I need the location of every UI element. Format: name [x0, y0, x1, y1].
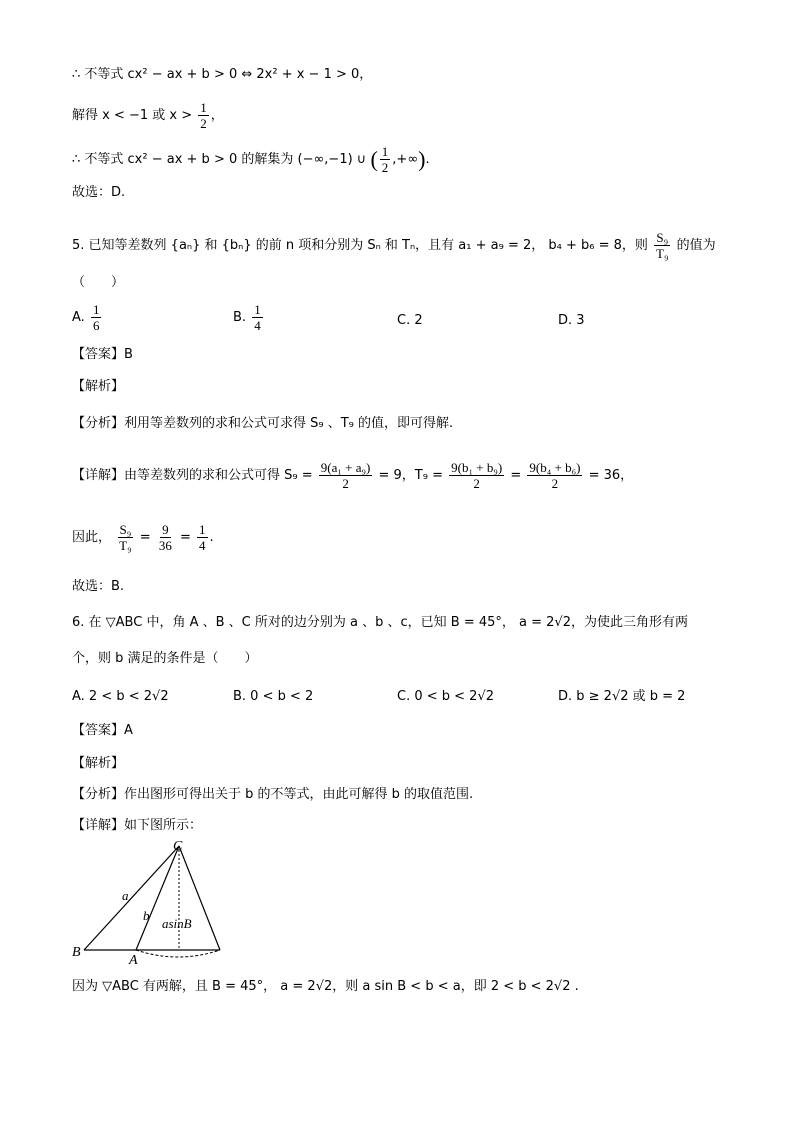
- q6-detail: 【详解】如下图所示：: [72, 818, 203, 833]
- fraction-numerator: 9(b₁ + b₉): [451, 460, 503, 475]
- choose-d: 故选：D.: [72, 185, 126, 200]
- q6-option-c: C. 0 < b < 2√2: [397, 689, 495, 704]
- fraction-s9: [319, 460, 373, 491]
- right-paren: ): [418, 146, 426, 172]
- solution-line-2: [72, 100, 224, 131]
- q6-stem-line-2: 个，则 b 满足的条件是（ ）: [72, 651, 258, 666]
- fraction-t9-a: [449, 460, 504, 491]
- side-b: [136, 846, 179, 950]
- q5-option-b: [233, 302, 265, 333]
- fraction-numerator: S₉: [119, 522, 132, 537]
- side-a: [84, 846, 179, 950]
- fraction-s9-t9: [654, 230, 670, 261]
- second-side: [179, 846, 220, 950]
- side-label-a: a: [122, 888, 129, 903]
- vertex-label-c: C: [173, 839, 183, 854]
- q6-option-a: A. 2 < b < 2√2: [72, 689, 169, 704]
- equals-sign: =: [139, 530, 151, 545]
- fraction-denominator: T₉: [656, 246, 669, 261]
- line-2-punct: ，: [210, 108, 224, 123]
- q6-fenxi: 【分析】作出图形可得出关于 b 的不等式，由此可解得 b 的取值范围.: [72, 787, 474, 802]
- fraction-one-half: [380, 144, 391, 175]
- fraction-denominator: 2: [551, 476, 559, 491]
- q6-option-b: B. 0 < b < 2: [233, 689, 314, 704]
- fraction-9-36: [157, 522, 174, 553]
- triangle-diagram: [66, 836, 236, 966]
- fraction-numerator: 9(b₄ + b₆): [529, 460, 581, 475]
- q5-stem-end: 的值为: [676, 238, 716, 253]
- detail-text: 【详解】由等差数列的求和公式可得 S₉ =: [72, 468, 313, 483]
- fraction-t9-b: [527, 460, 582, 491]
- q5-option-d: D. 3: [558, 313, 585, 328]
- arc: [136, 950, 220, 957]
- q5-option-c: C. 2: [397, 313, 423, 328]
- fraction-denominator: 4: [254, 318, 261, 333]
- q5-choose: 故选：B.: [72, 579, 125, 594]
- fraction-numerator: 1: [199, 522, 206, 537]
- solution-line-3: ∴ 不等式 cx² − ax + b > 0 的解集为 (−∞,−1) ∪ ( $\frac{1}{2}$ ,+∞).: [72, 144, 430, 175]
- line-3-interval-end: ,+∞: [392, 152, 419, 167]
- detail-end: = 36，: [588, 468, 634, 483]
- therefore-text: 因此，: [72, 530, 112, 545]
- fraction-denominator: 2: [381, 160, 389, 175]
- q5-fenxi: 【分析】利用等差数列的求和公式可求得 S₉ 、T₉ 的值，即可得解.: [72, 416, 454, 431]
- fraction-1-4: [197, 522, 208, 553]
- side-label-b: b: [143, 908, 150, 923]
- fraction-denominator: 2: [473, 476, 480, 491]
- fraction-numerator: 9(a₁ + a₉): [320, 460, 371, 475]
- q5-stem-text: 5. 已知等差数列 {aₙ} 和 {bₙ} 的前 n 项和分别为 Sₙ 和 Tₙ，且有 a₁ + a₉ = 2， b₄ + b₆ = 8，则: [72, 238, 648, 253]
- fraction-numerator: 1: [92, 302, 100, 317]
- fraction-denominator: 2: [200, 116, 207, 131]
- detail-mid: = 9，T₉ =: [378, 468, 443, 483]
- q5-therefore: [72, 522, 214, 553]
- q5-paren: （ ）: [72, 275, 125, 290]
- period: .: [209, 530, 214, 545]
- height-label: asinB: [162, 916, 192, 931]
- q5-detail: [72, 460, 633, 491]
- option-label: A.: [72, 310, 85, 325]
- fraction-numerator: 1: [254, 302, 261, 317]
- fraction-numerator: 9: [162, 522, 169, 537]
- option-label: B.: [233, 310, 247, 325]
- line-2-text: 解得 x < −1 或 x >: [72, 108, 193, 123]
- fraction-denominator: 4: [199, 538, 206, 553]
- fraction-numerator: 1: [200, 100, 207, 115]
- fraction-one-sixth: [91, 302, 102, 333]
- vertex-label-b: B: [72, 945, 81, 960]
- equals-sign: =: [179, 530, 191, 545]
- fraction-numerator: S₉: [656, 230, 669, 245]
- vertex-label-a: A: [129, 953, 138, 966]
- q6-analysis-title: 【解析】: [72, 756, 125, 771]
- fraction-one-half: [198, 100, 209, 131]
- fraction-one-quarter: [252, 302, 263, 333]
- left-paren: (: [370, 146, 378, 172]
- fraction-denominator: 6: [92, 318, 100, 333]
- fraction-numerator: 1: [381, 144, 389, 159]
- fraction-denominator: 36: [158, 538, 172, 553]
- q5-stem: [72, 230, 716, 261]
- q5-option-a: [72, 302, 103, 333]
- q5-answer: 【答案】B: [72, 347, 133, 362]
- equals-sign: =: [510, 468, 522, 483]
- q6-option-d: D. b ≥ 2√2 或 b = 2: [558, 689, 686, 704]
- line-3-text: ∴ 不等式 cx² − ax + b > 0 的解集为 (−∞,−1) ∪: [72, 152, 367, 167]
- fraction-s9-t9: [117, 522, 133, 553]
- q6-conclusion: 因为 ▽ABC 有两解，且 B = 45°， a = 2√2，则 a sin B < b < a，即 2 < b < 2√2 .: [72, 979, 579, 994]
- q6-stem-line-1: 6. 在 ▽ABC 中，角 A 、B 、C 所对的边分别为 a 、b 、c，已知 B = 45°， a = 2√2，为使此三角形有两: [72, 615, 688, 630]
- q5-analysis-title: 【解析】: [72, 379, 125, 394]
- solution-line-1: ∴ 不等式 cx² − ax + b > 0 ⇔ 2x² + x − 1 > 0，: [72, 67, 373, 82]
- q6-answer: 【答案】A: [72, 723, 133, 738]
- fraction-denominator: 2: [342, 476, 349, 491]
- fraction-denominator: T₉: [119, 538, 132, 553]
